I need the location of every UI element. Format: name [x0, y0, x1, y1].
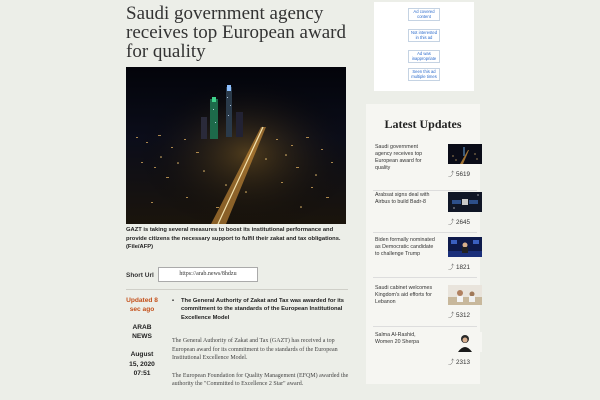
article-headline: Saudi government agency receives top European award for quality — [126, 3, 346, 62]
update-title[interactable]: Arabsat signs deal with Airbus to build Badr-8 — [375, 192, 430, 205]
trend-icon: ⤴ — [448, 171, 455, 178]
ad-feedback-covered[interactable]: Ad covered content — [408, 8, 440, 21]
body-paragraph: The European Foundation for Quality Management (EFQM) awarded the authority the "Committed to Excellence 2 Star" award. — [172, 372, 349, 388]
satellite-icon[interactable] — [448, 192, 482, 212]
city-night-illustration — [126, 67, 346, 224]
short-url-row — [126, 267, 348, 285]
update-title[interactable]: Saudi cabinet welcomes Kingdom's aid efforts for Lebanon — [375, 285, 433, 305]
divider — [373, 277, 477, 278]
hero-image — [126, 67, 346, 224]
trend-icon: ⤴ — [448, 219, 455, 226]
divider — [373, 326, 477, 327]
view-count: ⤴ 2313 — [448, 359, 471, 366]
view-count: ⤴ 2645 — [448, 219, 471, 226]
trend-icon: ⤴ — [448, 359, 455, 366]
short-url-label: Short Url — [126, 272, 154, 279]
divider — [373, 232, 477, 233]
ad-feedback-not-interested[interactable]: Not interested in this ad — [408, 29, 440, 42]
ad-feedback-box — [374, 2, 474, 91]
highlight-bullet: • The General Authority of Zakat and Tax was awarded for its commitment to the standards of the European Institutional Excellence Model — [172, 297, 350, 322]
latest-updates-title: Latest Updates — [384, 117, 462, 131]
meeting-icon[interactable] — [448, 285, 482, 305]
view-count: ⤴ 5312 — [448, 312, 471, 319]
trend-icon: ⤴ — [448, 264, 455, 271]
updated-time: Updated 8 sec ago — [126, 297, 158, 313]
update-item[interactable] — [375, 332, 475, 380]
divider — [126, 289, 348, 290]
image-caption: GAZT is taking several measures to boost its institutional performance and provide citizens the necessary support to fulfil their zakat and tax obligations. (File/AFP) — [126, 227, 341, 251]
article-source[interactable]: ARAB NEWS — [132, 324, 152, 340]
trend-icon: ⤴ — [448, 312, 455, 319]
update-title[interactable]: Salma Al-Rashid, Women 20 Sherpa — [375, 332, 420, 345]
portrait-icon[interactable] — [448, 332, 482, 352]
ad-feedback-seen-multiple[interactable]: Seen this ad multiple times — [408, 68, 440, 81]
view-count: ⤴ 1821 — [448, 264, 471, 271]
article-highlights — [172, 297, 350, 322]
update-title[interactable]: Saudi government agency receives top European award for quality — [375, 144, 423, 171]
publish-date: August 15, 2020 07:51 — [129, 351, 155, 377]
body-paragraph: The General Authority of Zakat and Tax (GAZT) has received a top European award for its commitment to the standards of the European Institutional Excellence Model. — [172, 338, 338, 362]
divider — [373, 190, 477, 191]
latest-updates-panel — [366, 104, 480, 384]
short-url-field[interactable]: https://arab.news/8hdzu — [158, 267, 258, 282]
update-title[interactable]: Biden formally nominated as Democratic candidate to challenge Trump — [375, 237, 435, 257]
article-meta — [126, 297, 158, 379]
view-count: ⤴ 5619 — [448, 171, 471, 178]
article-body — [172, 337, 352, 398]
ad-feedback-inappropriate[interactable]: Ad was inappropriate — [408, 50, 440, 63]
stage-icon[interactable] — [448, 237, 482, 257]
city-night-icon[interactable] — [448, 144, 482, 164]
update-item[interactable] — [375, 144, 475, 192]
